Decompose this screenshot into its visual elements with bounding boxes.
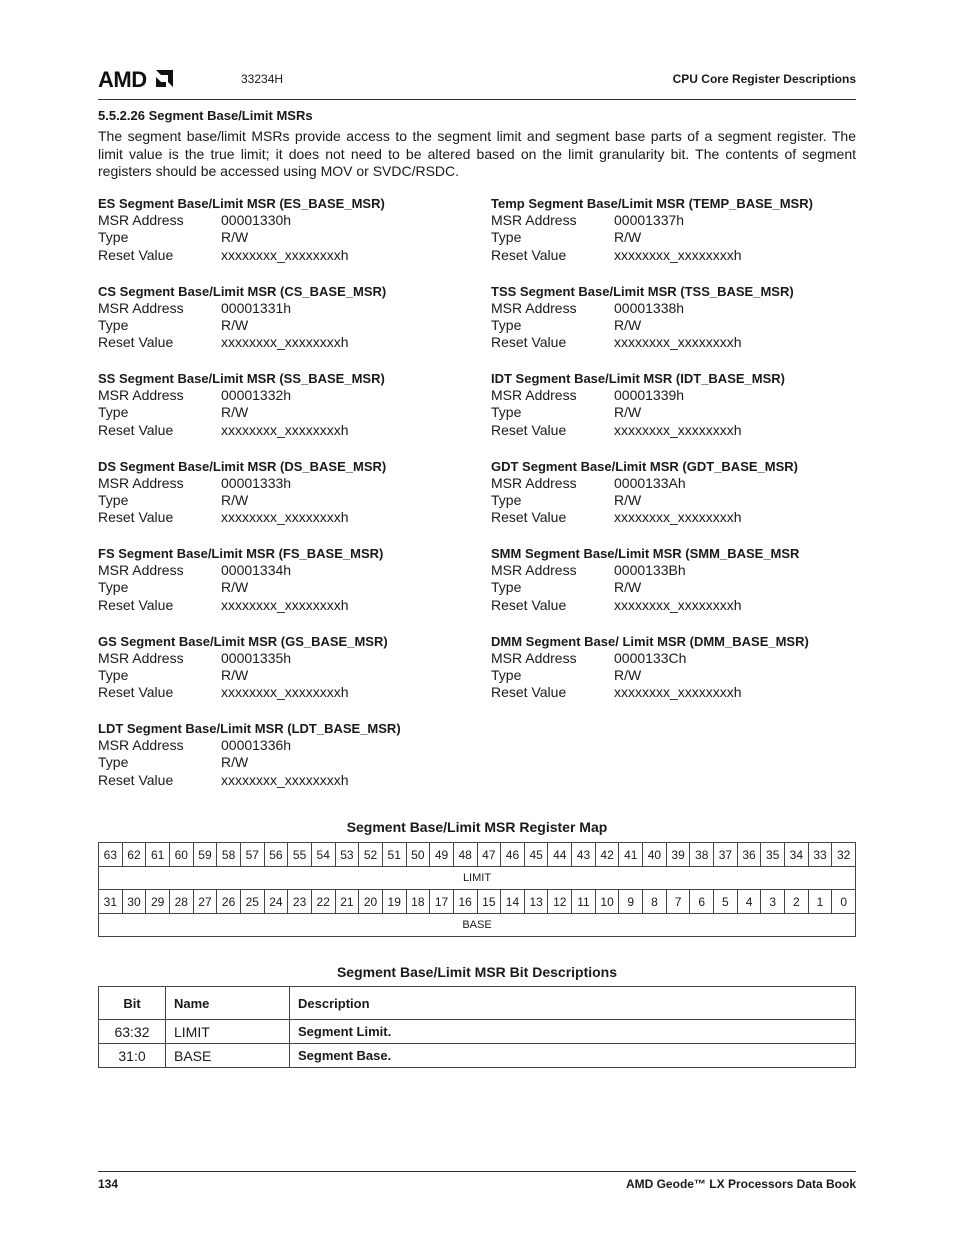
msr-reset-value: xxxxxxxx_xxxxxxxxh: [221, 509, 349, 526]
msr-reset-label: Reset Value: [491, 509, 567, 526]
msr-reset-row: [491, 334, 861, 351]
bit-number-cell: 6: [690, 890, 714, 914]
bit-number-cell: 1: [808, 890, 832, 914]
msr-block: [98, 195, 468, 283]
msr-address-label: MSR Address: [491, 649, 577, 666]
msr-reset-label: Reset Value: [491, 596, 567, 613]
bit-number-cell: 43: [572, 843, 596, 867]
base-field: BASE: [99, 914, 856, 937]
msr-reset-value: xxxxxxxx_xxxxxxxxh: [221, 771, 349, 788]
name-cell: LIMIT: [166, 1020, 290, 1044]
bit-number-cell: 5: [714, 890, 738, 914]
msr-address-row: [98, 737, 468, 754]
register-map-table: [98, 842, 856, 937]
msr-address-label: MSR Address: [98, 737, 184, 753]
msr-type-label: Type: [98, 666, 129, 683]
bit-number-cell: 56: [264, 843, 288, 867]
bit-number-cell: 23: [288, 890, 312, 914]
msr-reset-label: Reset Value: [491, 334, 567, 351]
msr-column-left: [98, 195, 468, 808]
msr-reset-value: xxxxxxxx_xxxxxxxxh: [221, 246, 349, 263]
bit-number-cell: 60: [169, 843, 193, 867]
msr-address-value: 0000133Bh: [614, 562, 686, 578]
bit-number-cell: 20: [359, 890, 383, 914]
bit-number-cell: 48: [453, 843, 477, 867]
msr-title: FS Segment Base/Limit MSR (FS_BASE_MSR): [98, 546, 384, 561]
msr-address-row: [491, 650, 861, 667]
msr-type-value: R/W: [614, 666, 642, 683]
msr-address-row: [98, 300, 468, 317]
limit-field: LIMIT: [99, 867, 856, 890]
page-header: [98, 66, 856, 100]
bit-number-cell: 15: [477, 890, 501, 914]
msr-type-value: R/W: [614, 316, 642, 333]
msr-address-label: MSR Address: [98, 474, 184, 491]
msr-address-value: 00001338h: [614, 299, 685, 316]
msr-reset-row: [98, 247, 468, 264]
msr-address-value: 00001339h: [614, 387, 685, 403]
msr-type-row: [98, 492, 468, 509]
msr-address-row: [491, 562, 861, 579]
msr-type-label: Type: [98, 316, 129, 333]
bit-number-cell: 26: [217, 890, 241, 914]
bit-number-cell: 47: [477, 843, 501, 867]
msr-title: GS Segment Base/Limit MSR (GS_BASE_MSR): [98, 633, 388, 649]
msr-address-label: MSR Address: [98, 212, 184, 228]
msr-reset-row: [98, 772, 468, 789]
bit-number-cell: 9: [619, 890, 643, 914]
bit-number-cell: 25: [240, 890, 264, 914]
bit-number-cell: 63: [99, 843, 123, 867]
msr-address-value: 0000133Ah: [614, 474, 686, 491]
bit-number-cell: 58: [217, 843, 241, 867]
bit-number-cell: 52: [359, 843, 383, 867]
bit-number-cell: 53: [335, 843, 359, 867]
msr-type-value: R/W: [221, 316, 249, 333]
bit-number-cell: 30: [122, 890, 146, 914]
msr-block: [491, 283, 861, 371]
page-footer: [98, 1171, 856, 1191]
bit-number-cell: 51: [382, 843, 406, 867]
msr-title: DMM Segment Base/ Limit MSR (DMM_BASE_MSR): [491, 633, 809, 649]
bit-number-cell: 50: [406, 843, 430, 867]
bit-number-cell: 49: [430, 843, 454, 867]
bit-number-cell: 34: [785, 843, 809, 867]
msr-reset-label: Reset Value: [491, 684, 567, 701]
msr-address-label: MSR Address: [98, 649, 184, 666]
section-intro: The segment base/limit MSRs provide access to the segment limit and segment base parts of a segment register. The limit value is the true limit; it does not need to be altered based on the limit granularity bit. The contents of segment registers should be accessed using MOV or SVDC/RSDC.: [98, 128, 856, 179]
bit-number-cell: 54: [311, 843, 335, 867]
msr-type-value: R/W: [221, 666, 249, 683]
name-cell: BASE: [166, 1044, 290, 1068]
msr-address-row: [491, 300, 861, 317]
bit-descriptions-caption: Segment Base/Limit MSR Bit Descriptions: [336, 964, 618, 980]
msr-type-value: R/W: [614, 229, 642, 246]
msr-reset-label: Reset Value: [98, 771, 174, 788]
msr-reset-value: xxxxxxxx_xxxxxxxxh: [614, 421, 742, 438]
svg-text:AMD: AMD: [98, 68, 147, 90]
msr-reset-label: Reset Value: [98, 334, 174, 351]
bit-number-cell: 12: [548, 890, 572, 914]
bit-number-cell: 19: [382, 890, 406, 914]
bit-number-cell: 40: [643, 843, 667, 867]
msr-address-row: [98, 212, 468, 229]
msr-block: [491, 545, 861, 633]
msr-reset-label: Reset Value: [98, 596, 174, 613]
bit-number-cell: 29: [146, 890, 170, 914]
bit-number-cell: 44: [548, 843, 572, 867]
msr-block: [98, 545, 468, 633]
msr-title: CS Segment Base/Limit MSR (CS_BASE_MSR): [98, 283, 387, 299]
msr-type-row: [98, 579, 468, 596]
msr-type-row: [98, 667, 468, 684]
msr-block: [491, 195, 861, 283]
bit-number-cell: 57: [240, 843, 264, 867]
msr-type-label: Type: [491, 666, 522, 683]
bit-number-cell: 37: [714, 843, 738, 867]
msr-address-row: [491, 475, 861, 492]
bit-cell: 31:0: [99, 1044, 166, 1068]
msr-address-value: 00001333h: [221, 474, 292, 491]
msr-type-label: Type: [491, 491, 522, 508]
msr-address-row: [98, 387, 468, 404]
msr-type-label: Type: [98, 404, 129, 421]
msr-address-label: MSR Address: [491, 562, 577, 578]
bit-number-cell: 3: [761, 890, 785, 914]
msr-type-row: [98, 229, 468, 246]
msr-type-value: R/W: [614, 404, 642, 421]
bit-number-cell: 39: [666, 843, 690, 867]
msr-type-label: Type: [98, 491, 129, 508]
msr-reset-row: [98, 422, 468, 439]
msr-reset-row: [491, 422, 861, 439]
msr-address-value: 0000133Ch: [614, 649, 687, 666]
table-row: [99, 1044, 856, 1068]
msr-address-value: 00001331h: [221, 299, 292, 316]
msr-address-label: MSR Address: [491, 299, 577, 316]
msr-block: [491, 458, 861, 546]
msr-type-row: [491, 229, 861, 246]
msr-block: [491, 370, 861, 458]
msr-address-label: MSR Address: [98, 387, 184, 403]
bit-number-cell: 13: [524, 890, 548, 914]
bit-cell: 63:32: [99, 1020, 166, 1044]
bit-number-cell: 61: [146, 843, 170, 867]
register-map-caption: Segment Base/Limit MSR Register Map: [346, 819, 608, 835]
msr-block: [491, 633, 861, 721]
msr-address-row: [98, 650, 468, 667]
upper-bit-row: [99, 843, 856, 867]
msr-type-row: [98, 754, 468, 771]
msr-type-value: R/W: [614, 491, 642, 508]
msr-address-label: MSR Address: [491, 474, 577, 491]
msr-block: [98, 633, 468, 721]
msr-title: GDT Segment Base/Limit MSR (GDT_BASE_MSR): [491, 458, 798, 474]
bit-number-cell: 32: [832, 843, 856, 867]
lower-bit-row: [99, 890, 856, 914]
bit-number-cell: 38: [690, 843, 714, 867]
msr-block: [98, 720, 468, 808]
msr-title: SMM Segment Base/Limit MSR (SMM_BASE_MSR: [491, 546, 800, 561]
bit-number-cell: 31: [99, 890, 123, 914]
msr-type-label: Type: [491, 579, 522, 596]
msr-type-row: [491, 492, 861, 509]
bit-number-cell: 7: [666, 890, 690, 914]
msr-address-value: 00001335h: [221, 649, 292, 666]
bit-number-cell: 4: [737, 890, 761, 914]
msr-address-value: 00001334h: [221, 562, 292, 578]
msr-address-label: MSR Address: [491, 212, 577, 228]
msr-type-value: R/W: [221, 579, 249, 596]
msr-reset-row: [98, 334, 468, 351]
msr-address-value: 00001336h: [221, 737, 292, 753]
bit-number-cell: 2: [785, 890, 809, 914]
msr-reset-label: Reset Value: [98, 509, 174, 526]
upper-field-row: [99, 867, 856, 890]
bit-number-cell: 21: [335, 890, 359, 914]
msr-type-label: Type: [98, 229, 129, 246]
name-header: Name: [166, 987, 290, 1020]
bit-number-cell: 18: [406, 890, 430, 914]
msr-reset-label: Reset Value: [98, 246, 174, 263]
section-title: 5.5.2.26 Segment Base/Limit MSRs: [98, 108, 313, 123]
book-title: AMD Geode™ LX Processors Data Book: [625, 1177, 856, 1191]
bit-number-cell: 45: [524, 843, 548, 867]
msr-block: [98, 283, 468, 371]
header-title: CPU Core Register Descriptions: [672, 72, 856, 86]
msr-reset-value: xxxxxxxx_xxxxxxxxh: [221, 596, 349, 613]
msr-address-row: [491, 212, 861, 229]
msr-address-row: [98, 562, 468, 579]
msr-title: Temp Segment Base/Limit MSR (TEMP_BASE_MSR): [491, 196, 813, 211]
bit-number-cell: 62: [122, 843, 146, 867]
msr-type-value: R/W: [221, 491, 249, 508]
bit-number-cell: 46: [501, 843, 525, 867]
msr-type-row: [98, 404, 468, 421]
msr-type-row: [491, 404, 861, 421]
msr-type-value: R/W: [221, 754, 249, 771]
msr-reset-label: Reset Value: [491, 246, 567, 263]
description-cell: Segment Limit.: [290, 1020, 856, 1044]
msr-reset-row: [491, 684, 861, 701]
msr-type-row: [491, 667, 861, 684]
bit-number-cell: 16: [453, 890, 477, 914]
msr-reset-label: Reset Value: [491, 421, 567, 438]
bit-number-cell: 35: [761, 843, 785, 867]
msr-type-label: Type: [98, 754, 129, 771]
bit-number-cell: 36: [737, 843, 761, 867]
bit-number-cell: 17: [430, 890, 454, 914]
msr-address-row: [491, 387, 861, 404]
msr-column-right: [491, 195, 861, 720]
doc-number: 33234H: [241, 72, 284, 86]
description-cell: Segment Base.: [290, 1044, 856, 1068]
bit-number-cell: 22: [311, 890, 335, 914]
lower-field-row: [99, 914, 856, 937]
msr-type-label: Type: [491, 229, 522, 246]
msr-type-row: [491, 317, 861, 334]
msr-title: ES Segment Base/Limit MSR (ES_BASE_MSR): [98, 196, 385, 211]
msr-title: DS Segment Base/Limit MSR (DS_BASE_MSR): [98, 458, 387, 474]
msr-reset-value: xxxxxxxx_xxxxxxxxh: [614, 596, 742, 613]
bit-header: Bit: [99, 987, 166, 1020]
bit-number-cell: 14: [501, 890, 525, 914]
amd-logo: [98, 68, 174, 90]
msr-title: TSS Segment Base/Limit MSR (TSS_BASE_MSR): [491, 283, 794, 299]
msr-reset-row: [491, 509, 861, 526]
msr-type-value: R/W: [221, 229, 249, 246]
bit-number-cell: 10: [595, 890, 619, 914]
msr-type-row: [491, 579, 861, 596]
msr-reset-row: [98, 597, 468, 614]
msr-title: SS Segment Base/Limit MSR (SS_BASE_MSR): [98, 371, 385, 386]
msr-type-row: [98, 317, 468, 334]
description-header: Description: [290, 987, 856, 1020]
msr-reset-value: xxxxxxxx_xxxxxxxxh: [221, 421, 349, 438]
msr-reset-value: xxxxxxxx_xxxxxxxxh: [614, 684, 742, 701]
msr-reset-row: [98, 684, 468, 701]
msr-block: [98, 458, 468, 546]
msr-reset-label: Reset Value: [98, 684, 174, 701]
bit-number-cell: 27: [193, 890, 217, 914]
bit-number-cell: 24: [264, 890, 288, 914]
msr-reset-row: [98, 509, 468, 526]
msr-title: LDT Segment Base/Limit MSR (LDT_BASE_MSR): [98, 721, 401, 736]
msr-address-row: [98, 475, 468, 492]
bit-number-cell: 55: [288, 843, 312, 867]
msr-block: [98, 370, 468, 458]
msr-reset-value: xxxxxxxx_xxxxxxxxh: [614, 509, 742, 526]
bit-descriptions-header-row: [99, 987, 856, 1020]
bit-number-cell: 0: [832, 890, 856, 914]
msr-address-value: 00001332h: [221, 387, 292, 403]
bit-number-cell: 59: [193, 843, 217, 867]
msr-type-label: Type: [491, 404, 522, 421]
msr-reset-label: Reset Value: [98, 421, 174, 438]
bit-number-cell: 11: [572, 890, 596, 914]
msr-address-value: 00001337h: [614, 212, 685, 228]
msr-type-label: Type: [491, 316, 522, 333]
msr-type-value: R/W: [221, 404, 249, 421]
bit-number-cell: 33: [808, 843, 832, 867]
msr-reset-value: xxxxxxxx_xxxxxxxxh: [221, 334, 349, 351]
msr-reset-value: xxxxxxxx_xxxxxxxxh: [614, 334, 742, 351]
msr-address-label: MSR Address: [98, 299, 184, 316]
bit-descriptions-table: [98, 986, 856, 1068]
bit-number-cell: 41: [619, 843, 643, 867]
msr-address-label: MSR Address: [491, 387, 577, 403]
msr-type-label: Type: [98, 579, 129, 596]
msr-reset-value: xxxxxxxx_xxxxxxxxh: [221, 684, 349, 701]
msr-address-value: 00001330h: [221, 212, 292, 228]
msr-title: IDT Segment Base/Limit MSR (IDT_BASE_MSR): [491, 371, 785, 386]
msr-reset-row: [491, 597, 861, 614]
table-row: [99, 1020, 856, 1044]
bit-number-cell: 28: [169, 890, 193, 914]
bit-number-cell: 8: [643, 890, 667, 914]
msr-address-label: MSR Address: [98, 562, 184, 578]
msr-reset-row: [491, 247, 861, 264]
page-number: 134: [98, 1177, 119, 1191]
bit-number-cell: 42: [595, 843, 619, 867]
msr-reset-value: xxxxxxxx_xxxxxxxxh: [614, 246, 742, 263]
msr-type-value: R/W: [614, 579, 642, 596]
